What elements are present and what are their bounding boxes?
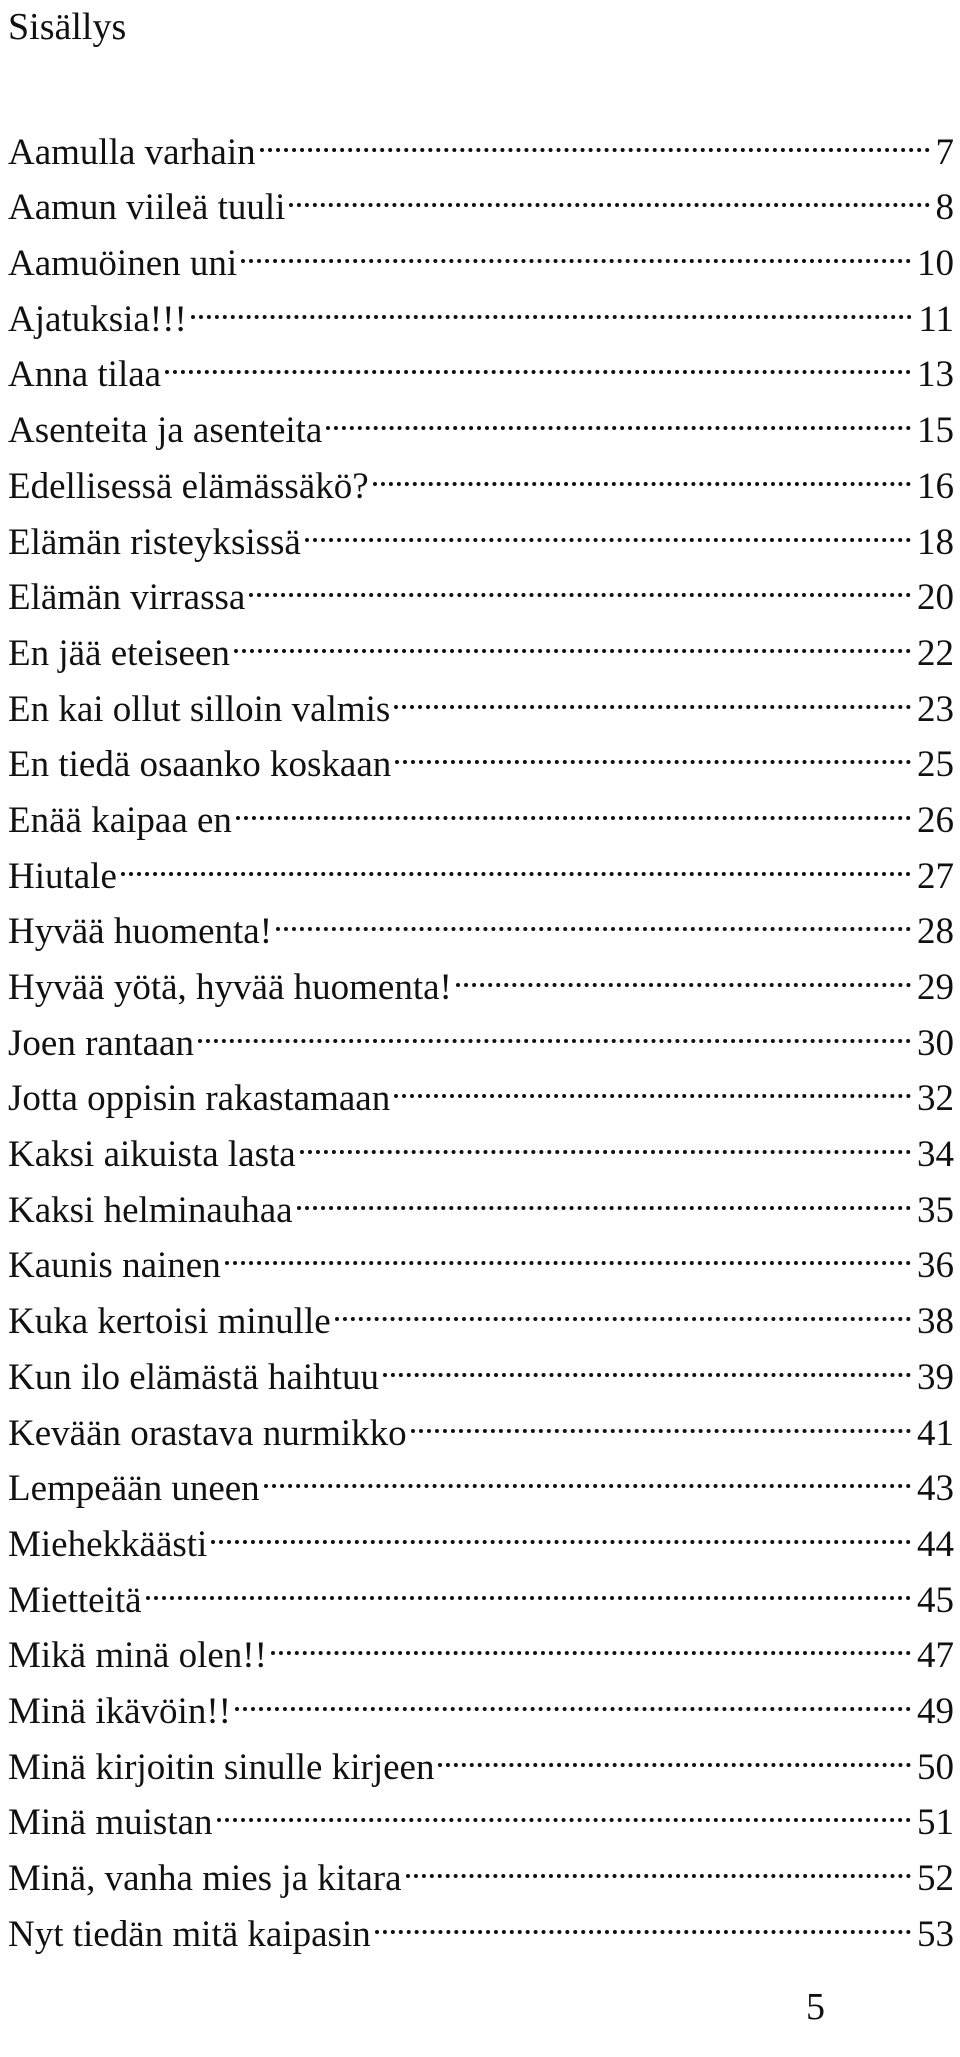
toc-entry-page: 22 (917, 632, 954, 674)
toc-entry-title: En kai ollut silloin valmis (8, 688, 391, 730)
toc-entry-page: 27 (917, 855, 954, 897)
toc-entry-page: 20 (917, 577, 954, 619)
toc-entry-title: Aamun viileä tuuli (8, 187, 286, 229)
toc-entry-page: 45 (917, 1579, 954, 1621)
dot-leader (165, 331, 911, 387)
toc-entry-page: 51 (917, 1802, 954, 1844)
toc-entry-page: 26 (917, 799, 954, 841)
dot-leader (260, 108, 930, 164)
dot-leader (225, 1222, 911, 1278)
toc-entry-title: Hyvää huomenta! (8, 911, 273, 953)
toc-entry-title: Kuka kertoisi minulle (8, 1301, 331, 1343)
toc-entry-page: 8 (935, 187, 954, 229)
toc-entry-page: 34 (917, 1134, 954, 1176)
toc-entry-page: 10 (917, 243, 954, 285)
toc-entry-title: Aamuöinen uni (8, 243, 238, 285)
dot-leader (375, 1890, 911, 1946)
dot-leader (236, 776, 911, 832)
toc-entry-title: Minä, vanha mies ja kitara (8, 1858, 402, 1899)
dot-leader (300, 1110, 911, 1166)
toc-entry-title: Aamulla varhain (8, 131, 256, 173)
toc-entry-title: Kun ilo elämästä haihtuu (8, 1356, 379, 1398)
toc-entry-title: Elämän virrassa (8, 577, 246, 619)
toc-entry-title: En jää eteiseen (8, 632, 230, 674)
dot-leader (406, 1834, 911, 1890)
dot-leader (271, 1612, 911, 1668)
toc-entry-page: 18 (917, 521, 954, 563)
toc-entry-title: En tiedä osaanko koskaan (8, 744, 392, 786)
toc-entry-page: 49 (917, 1690, 954, 1732)
toc-entry-title: Kevään orastava nurmikko (8, 1412, 407, 1454)
dot-leader (276, 888, 911, 944)
dot-leader (191, 275, 913, 331)
dot-leader (241, 219, 911, 275)
toc-entry-page: 43 (917, 1468, 954, 1510)
dot-leader (373, 442, 911, 498)
dot-leader (438, 1723, 911, 1779)
toc-entry-page: 35 (917, 1189, 954, 1231)
dot-leader (121, 832, 911, 888)
toc-entry-title: Miehekkäästi (8, 1523, 208, 1565)
toc-entry-title: Hyvää yötä, hyvää huomenta! (8, 967, 452, 1008)
toc-entry (8, 832, 954, 897)
dot-leader (394, 665, 911, 721)
toc-entry-title: Minä ikävöin!! (8, 1690, 231, 1732)
toc-entry-title: Minä kirjoitin sinulle kirjeen (8, 1746, 435, 1788)
page-number: 5 (806, 1986, 825, 2028)
dot-leader (234, 609, 911, 665)
dot-leader (395, 721, 911, 777)
dot-leader (335, 1277, 911, 1333)
toc-entry-title: Asenteita ja asenteita (8, 410, 323, 452)
toc-entry-page: 52 (917, 1858, 954, 1899)
toc-entry-page: 53 (917, 1913, 954, 1955)
toc-entry-page: 13 (917, 354, 954, 396)
toc-entry-title: Mietteitä (8, 1579, 142, 1621)
toc-entry-page: 44 (917, 1523, 954, 1565)
toc-entry-page: 41 (917, 1412, 954, 1454)
toc-entry (8, 1612, 954, 1677)
toc-entry (8, 1556, 954, 1621)
toc-entry-page: 50 (917, 1746, 954, 1788)
toc-entry-title: Lempeään uneen (8, 1468, 260, 1510)
toc-entry-page: 23 (917, 688, 954, 730)
toc-entry-title: Kaunis nainen (8, 1245, 221, 1287)
toc-entry-page: 32 (917, 1078, 954, 1120)
toc-entry-title: Kaksi aikuista lasta (8, 1134, 296, 1176)
dot-leader (249, 554, 911, 610)
toc-entry-title: Enää kaipaa en (8, 799, 232, 841)
dot-leader (235, 1667, 911, 1723)
toc-entry-title: Hiutale (8, 855, 117, 897)
toc-entry-page: 36 (917, 1245, 954, 1287)
toc-entry-page: 28 (917, 911, 954, 953)
toc-entry (8, 888, 954, 953)
dot-leader (297, 1166, 911, 1222)
table-of-contents (8, 108, 954, 1955)
dot-leader (411, 1389, 911, 1445)
dot-leader (198, 999, 911, 1055)
toc-entry-title: Minä muistan (8, 1802, 213, 1844)
toc-entry-title: Jotta oppisin rakastamaan (8, 1078, 391, 1120)
toc-entry-page: 16 (917, 465, 954, 507)
toc-entry-title: Edellisessä elämässäkö? (8, 465, 369, 507)
toc-entry-page: 38 (917, 1301, 954, 1343)
toc-entry-page: 25 (917, 744, 954, 786)
dot-leader (394, 1055, 911, 1111)
toc-entry-page: 39 (917, 1356, 954, 1398)
toc-entry-page: 11 (918, 298, 954, 340)
toc-entry-page: 29 (917, 967, 954, 1008)
dot-leader (146, 1556, 911, 1612)
dot-leader (264, 1445, 911, 1501)
toc-entry-title: Ajatuksia!!! (8, 298, 187, 340)
dot-leader (217, 1779, 911, 1835)
toc-entry-title: Anna tilaa (8, 354, 162, 396)
dot-leader (289, 164, 929, 220)
toc-entry-page: 30 (917, 1022, 954, 1064)
dot-leader (211, 1500, 911, 1556)
toc-entry-page: 47 (917, 1635, 954, 1677)
page-title: Sisällys (8, 6, 127, 48)
toc-entry-title: Kaksi helminauhaa (8, 1189, 293, 1231)
toc-entry-title: Joen rantaan (8, 1022, 194, 1064)
toc-entry-title: Mikä minä olen!! (8, 1635, 267, 1677)
toc-entry-page: 15 (917, 410, 954, 452)
toc-entry (8, 108, 954, 173)
toc-entry-page: 7 (935, 131, 954, 173)
dot-leader (383, 1333, 911, 1389)
toc-entry-title: Nyt tiedän mitä kaipasin (8, 1913, 371, 1955)
dot-leader (305, 498, 911, 554)
dot-leader (456, 943, 911, 999)
toc-entry-title: Elämän risteyksissä (8, 521, 301, 563)
dot-leader (326, 386, 911, 442)
